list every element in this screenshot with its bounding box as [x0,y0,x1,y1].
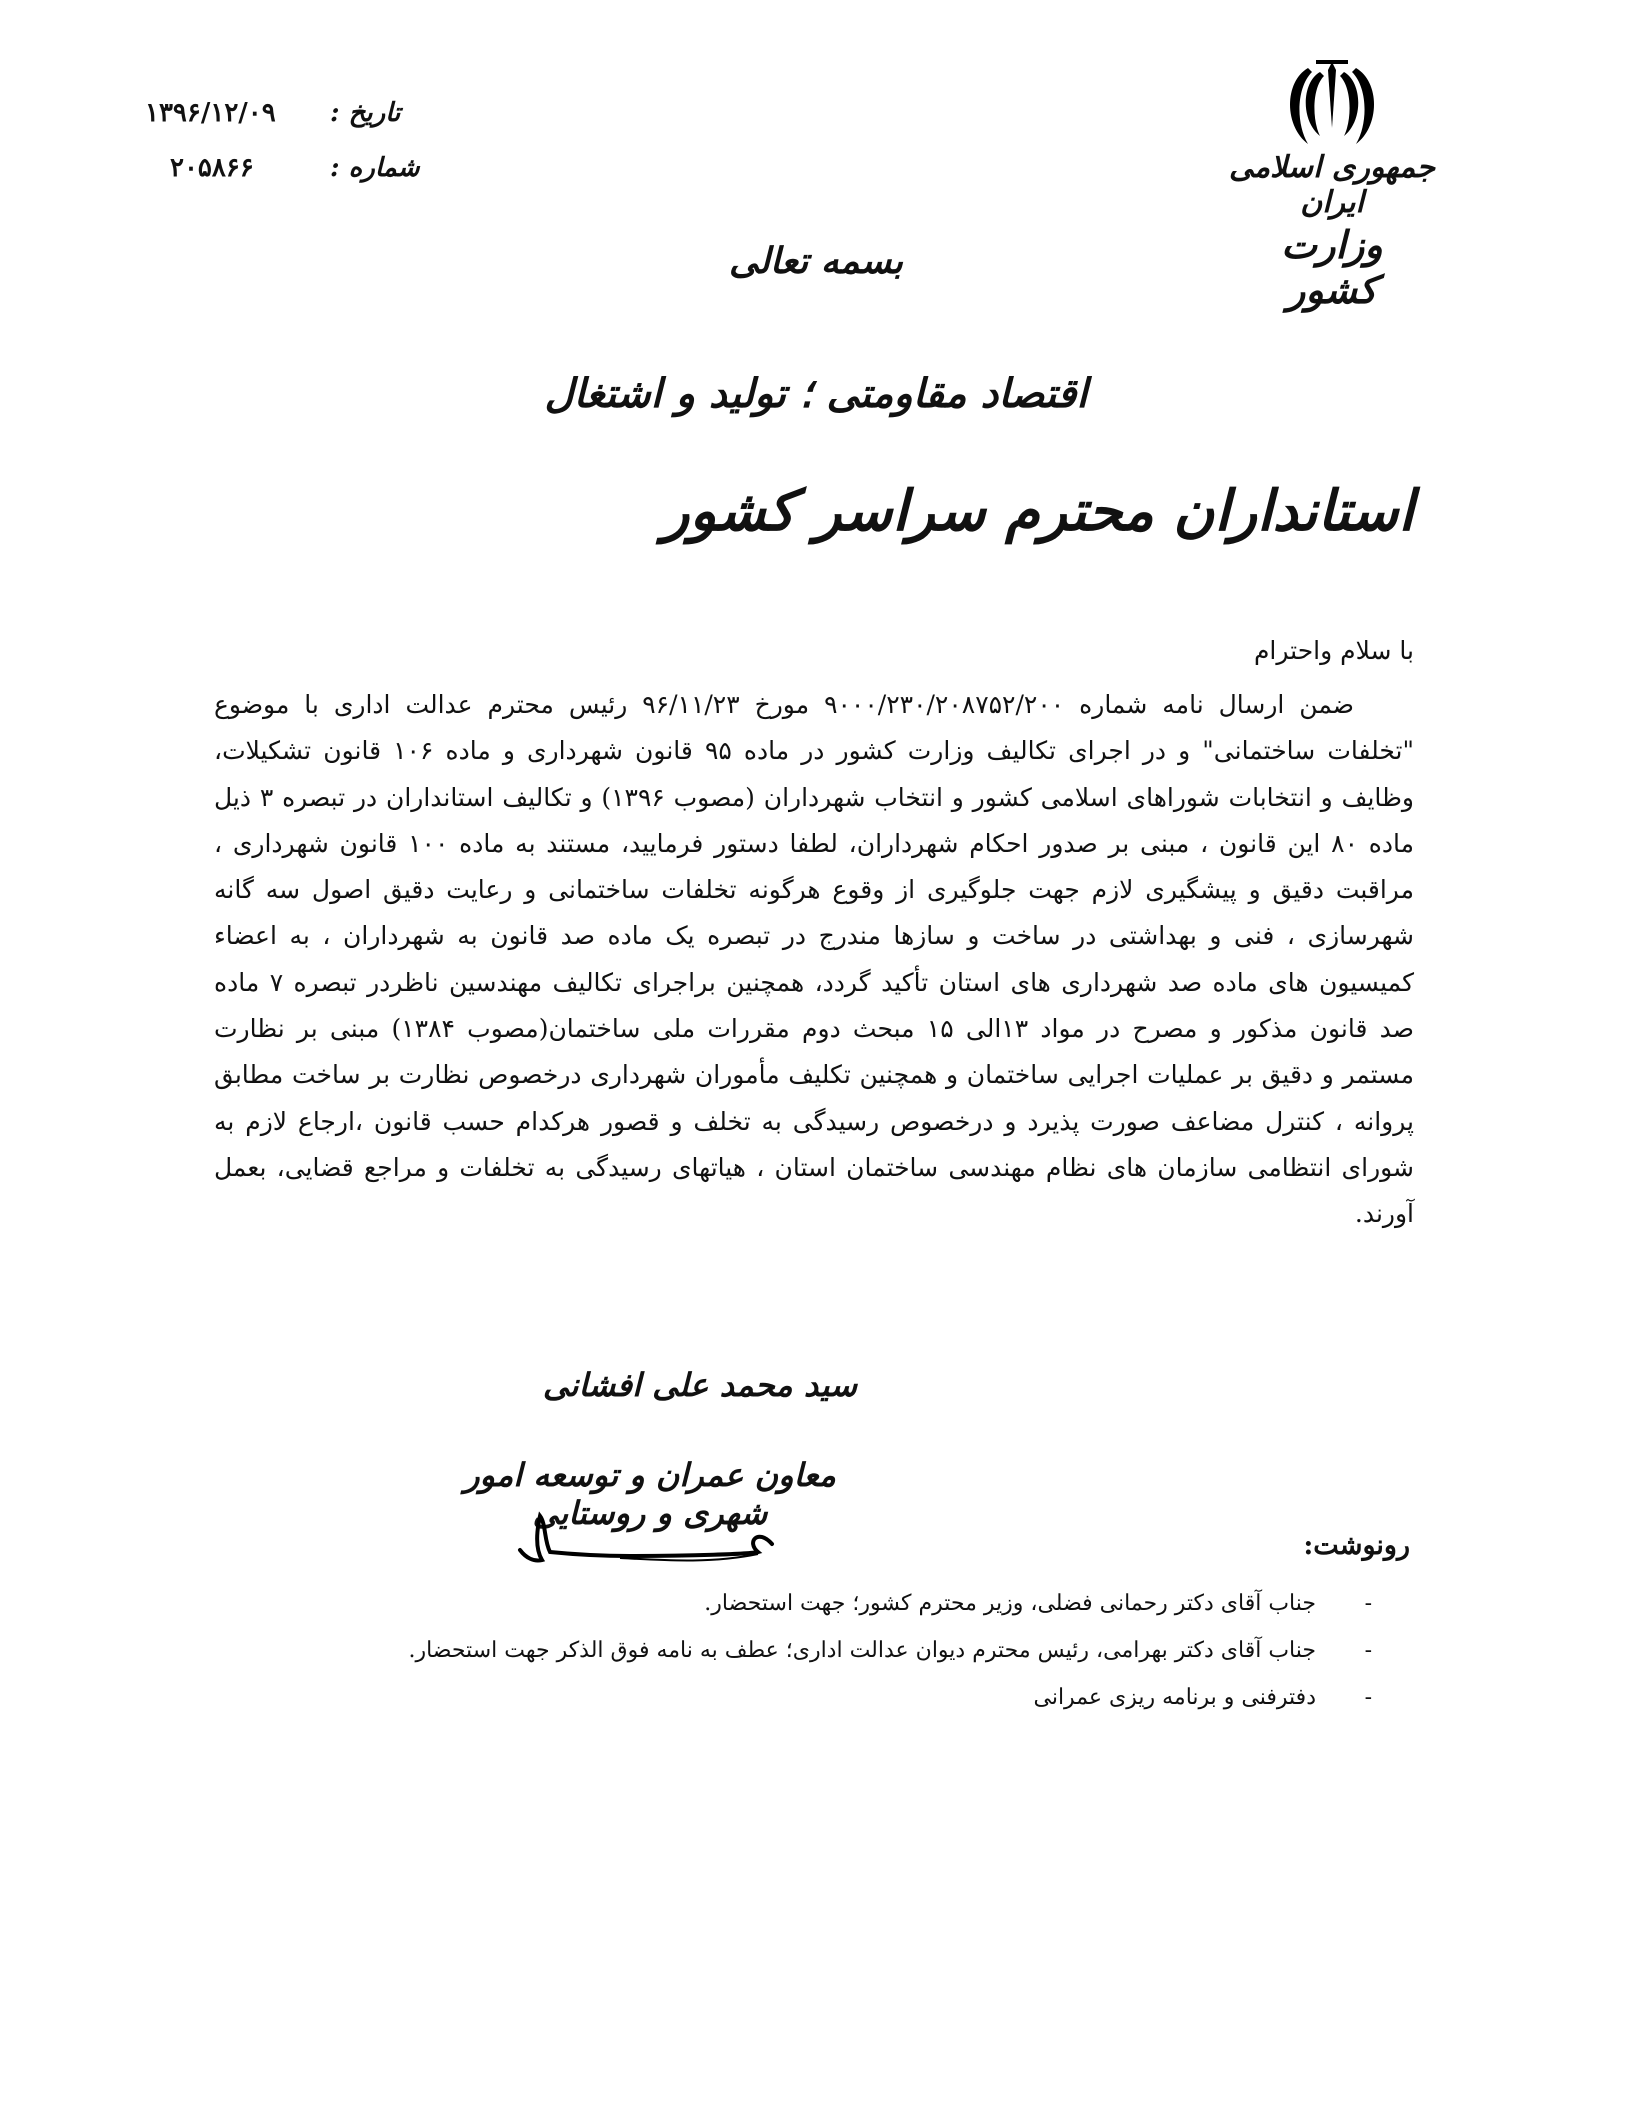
list-item [272,1674,1372,1721]
iran-emblem-icon [1272,58,1392,150]
cc-title: رونوشت: [1303,1530,1410,1561]
number-label: شماره : [330,153,420,183]
ministry-name: وزارت کشور [1281,222,1383,312]
number-value: ۲۰۵۸۶۶ [170,153,254,183]
bullet-dash-icon: - [1364,1591,1372,1616]
cc-item-text: جناب آقای دکتر رحمانی فضلی، وزیر محترم کشور؛ جهت استحضار. [704,1591,1316,1616]
date-label: تاریخ : [330,98,401,128]
country-name: جمهوری اسلامی ایران [1228,150,1436,220]
cc-item-text: دفترفنی و برنامه ریزی عمرانی [1033,1685,1316,1710]
bullet-dash-icon: - [1364,1685,1372,1710]
letter-body [214,682,1414,1238]
invocation-heading: بسمه تعالی [728,240,904,282]
date-value: ۱۳۹۶/۱۲/۰۹ [145,98,276,128]
bullet-dash-icon: - [1364,1638,1372,1663]
motto-heading: اقتصاد مقاومتی ؛ تولید و اشتغال [544,370,1088,417]
signatory-title: معاون عمران و توسعه امور شهری و روستایی [464,1456,836,1532]
cc-item-text: جناب آقای دکتر بهرامی، رئیس محترم دیوان عدالت اداری؛ عطف به نامه فوق الذکر جهت استحضار. [408,1638,1316,1663]
list-item [272,1580,1372,1627]
signatory-name: سید محمد علی افشانی [542,1366,858,1404]
list-item [272,1627,1372,1674]
greeting-text: با سلام واحترام [1253,636,1414,665]
handwritten-signature-icon [510,1510,780,1580]
body-paragraph: ضمن ارسال نامه شماره ۹۰۰۰/۲۳۰/۲۰۸۷۵۲/۲۰۰ مورخ ۹۶/۱۱/۲۳ رئیس محترم عدالت اداری با موضوع "تخلفات ساختمانی" و در اجرای تکالیف وزارت کشور در ماده ۹۵ قانون شهرداری و ماده ۱۰۶ قانون تشکیلات، وظایف و انتخابات شوراهای اسلامی کشور و انتخاب شهرداران (مصوب ۱۳۹۶) و تکالیف استانداران در تبصره ۳ ذیل ماده ۸۰ این قانون ، مبنی بر صدور احکام شهرداران، لطفا دستور فرمایید، مستند به ماده ۱۰۰ قانون شهرداری ، مراقبت دقیق و پیشگیری لازم جهت جلوگیری از وقوع هرگونه تخلفات ساختمانی و رعایت دقیق اصول سه گانه شهرسازی ، فنی و بهداشتی در ساخت و سازها مندرج در تبصره یک ماده صد قانون به شهرداران ، به اعضاء کمیسیون های ماده صد شهرداری های استان تأکید گردد، همچنین براجرای تکالیف مهندسین ناظردر تبصره ۷ ماده صد قانون مذکور و مصرح در مواد ۱۳الی ۱۵ مبحث دوم مقررات ملی ساختمان(مصوب ۱۳۸۴) مبنی بر نظارت مستمر و دقیق بر عملیات اجرایی ساختمان و همچنین تکلیف مأموران شهرداری درخصوص نظارت بر ساخت مطابق پروانه ، کنترل مضاعف صورت پذیرد و درخصوص رسیدگی به تخلف و قصور هرکدام حسب قانون ،ارجاع لازم به شورای انتظامی سازمان های نظام مهندسی ساختمان استان ، هیاتهای رسیدگی به تخلفات و مراجع قضایی، بعمل آورند. [214,690,1415,1229]
addressee-heading: استانداران محترم سراسر کشور [662,478,1414,544]
cc-list [272,1580,1372,1721]
